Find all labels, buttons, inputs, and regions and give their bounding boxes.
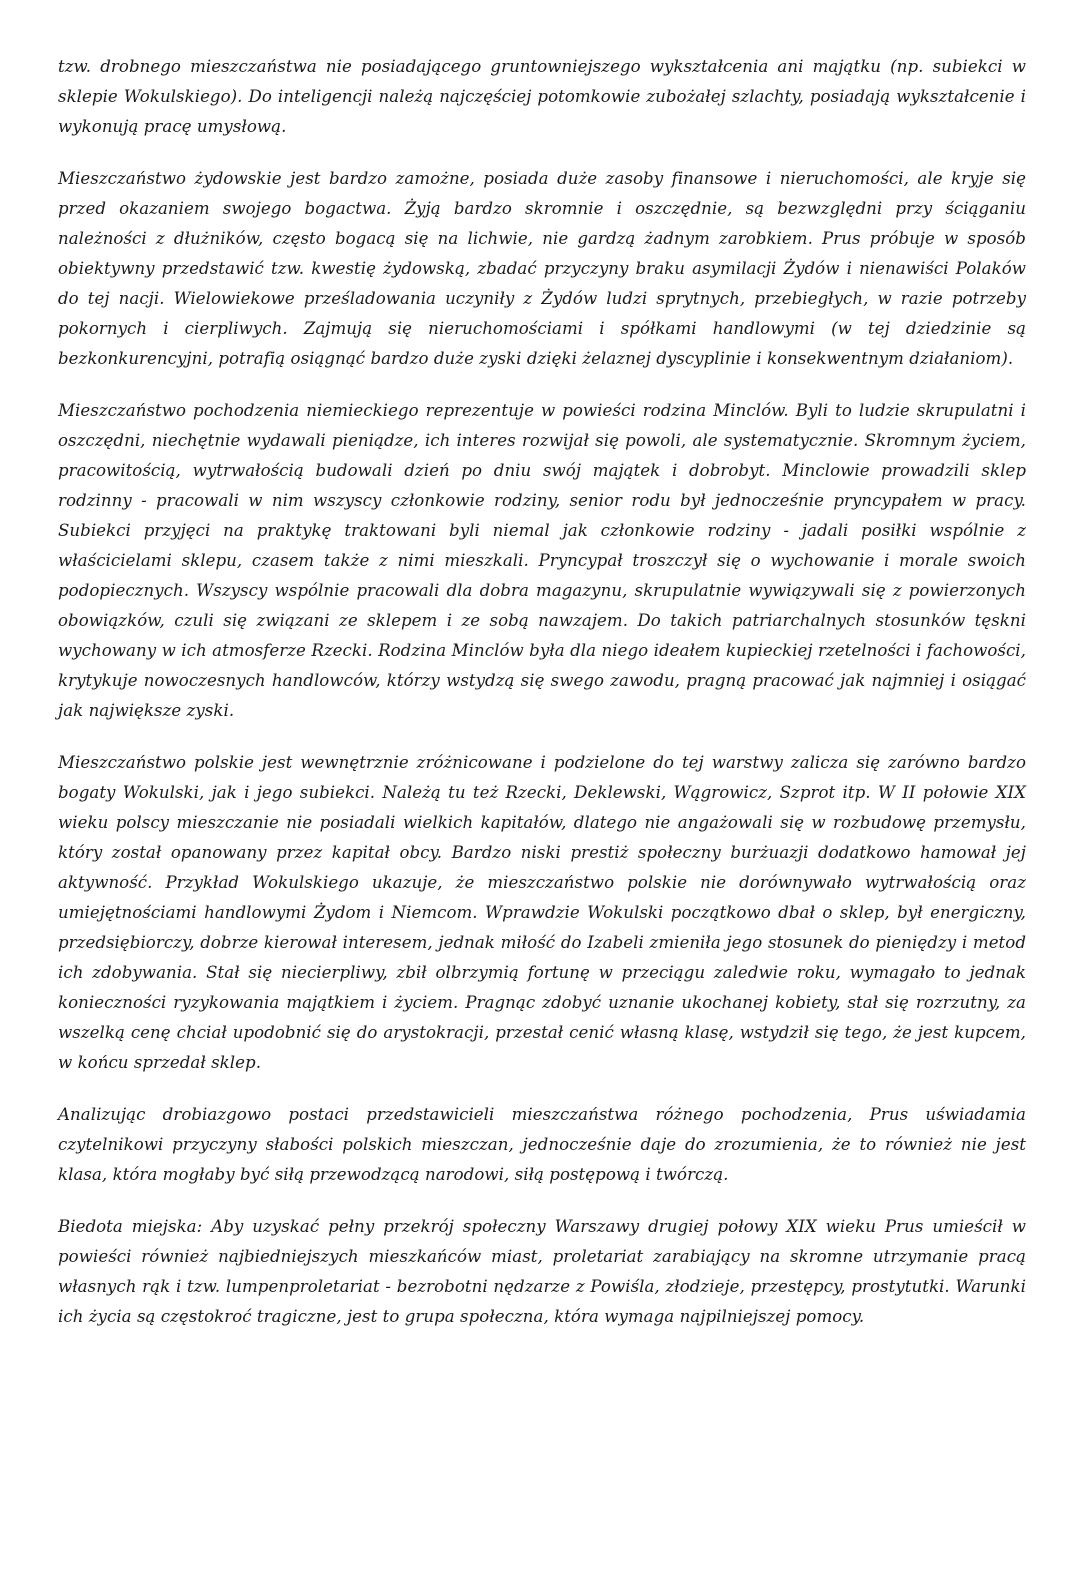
paragraph-inteligencja: tzw. drobnego mieszczaństwa nie posiadającego gruntowniejszego wykształcenia ani majątku (np. subiekci w sklepie Wokulskiego). Do inteligencji należą najczęściej potomkowie zubożałej szlachty, posiadają wykształcenie i wykonują pracę umysłową. (58, 57, 1026, 136)
paragraph-analiza: Analizując drobiazgowo postaci przedstawicieli mieszczaństwa różnego pochodzenia, Prus uświadamia czytelnikowi przyczyny słabości polskich mieszczan, jednocześnie daje do zrozumienia, że to również nie jest klasa, która mogłaby być siłą przewodzącą narodowi, siłą postępową i twórczą. (58, 1105, 1026, 1184)
paragraph-mieszczanstwo-niemieckie: Mieszczaństwo pochodzenia niemieckiego reprezentuje w powieści rodzina Minclów. Byli to ludzie skrupulatni i oszczędni, niechętnie wydawali pieniądze, ich interes rozwijał się powoli, ale systematycznie. Skromnym życiem, pracowitością, wytrwałością budowali dzień po dniu swój majątek i dobrobyt. Minclowie prowadzili sklep rodzinny - pracowali w nim wszyscy członkowie rodziny, senior rodu był jednocześnie pryncypałem w pracy. Subiekci przyjęci na praktykę traktowani byli niemal jak członkowie rodziny - jadali posiłki wspólnie z właścicielami sklepu, czasem także z nimi mieszkali. Pryncypał troszczył się o wychowanie i morale swoich podopiecznych. Wszyscy wspólnie pracowali dla dobra magazynu, skrupulatnie wywiązywali się z powierzonych obowiązków, czuli się związani ze sklepem i ze sobą nawzajem. Do takich patriarchalnych stosunków tęskni wychowany w ich atmosferze Rzecki. Rodzina Minclów była dla niego ideałem kupieckiej rzetelności i fachowości, krytykuje nowoczesnych handlowców, którzy wstydzą się swego zawodu, pragną pracować jak najmniej i osiągać jak największe zyski. (58, 401, 1026, 720)
document-page (58, 52, 1026, 1354)
paragraph-mieszczanstwo-zydowskie: Mieszczaństwo żydowskie jest bardzo zamożne, posiada duże zasoby finansowe i nieruchomości, ale kryje się przed okazaniem swojego bogactwa. Żyją bardzo skromnie i oszczędnie, są bezwzględni przy ściąganiu należności z dłużników, często bogacą się na lichwie, nie gardzą żadnym zarobkiem. Prus próbuje w sposób obiektywny przedstawić tzw. kwestię żydowską, zbadać przyczyny braku asymilacji Żydów i nienawiści Polaków do tej nacji. Wielowiekowe prześladowania uczyniły z Żydów ludzi sprytnych, przebiegłych, w razie potrzeby pokornych i cierpliwych. Zajmują się nieruchomościami i spółkami handlowymi (w tej dziedzinie są bezkonkurencyjni, potrafią osiągnąć bardzo duże zyski dzięki żelaznej dyscyplinie i konsekwentnym działaniom). (58, 169, 1026, 368)
paragraph-biedota-miejska: Biedota miejska: Aby uzyskać pełny przekrój społeczny Warszawy drugiej połowy XIX wieku Prus umieścił w powieści również najbiedniejszych mieszkańców miast, proletariat zarabiający na skromne utrzymanie pracą własnych rąk i tzw. lumpenproletariat - bezrobotni nędzarze z Powiśla, złodzieje, przestępcy, prostytutki. Warunki ich życia są częstokroć tragiczne, jest to grupa społeczna, która wymaga najpilniejszej pomocy. (58, 1217, 1026, 1326)
paragraph-mieszczanstwo-polskie: Mieszczaństwo polskie jest wewnętrznie zróżnicowane i podzielone do tej warstwy zalicza się zarówno bardzo bogaty Wokulski, jak i jego subiekci. Należą tu też Rzecki, Deklewski, Wągrowicz, Szprot itp. W II połowie XIX wieku polscy mieszczanie nie posiadali wielkich kapitałów, dlatego nie angażowali się w rozbudowę przemysłu, który został opanowany przez kapitał obcy. Bardzo niski prestiż społeczny burżuazji dodatkowo hamował jej aktywność. Przykład Wokulskiego ukazuje, że mieszczaństwo polskie nie dorównywało wytrwałością oraz umiejętnościami handlowymi Żydom i Niemcom. Wprawdzie Wokulski początkowo dbał o sklep, był energiczny, przedsiębiorczy, dobrze kierował interesem, jednak miłość do Izabeli zmieniła jego stosunek do pieniędzy i metod ich zdobywania. Stał się niecierpliwy, zbił olbrzymią fortunę w przeciągu zaledwie roku, wymagało to jednak konieczności ryzykowania majątkiem i życiem. Pragnąc zdobyć uznanie ukochanej kobiety, stał się rozrzutny, za wszelką cenę chciał upodobnić się do arystokracji, przestał cenić własną klasę, wstydził się tego, że jest kupcem, w końcu sprzedał sklep. (58, 753, 1026, 1072)
